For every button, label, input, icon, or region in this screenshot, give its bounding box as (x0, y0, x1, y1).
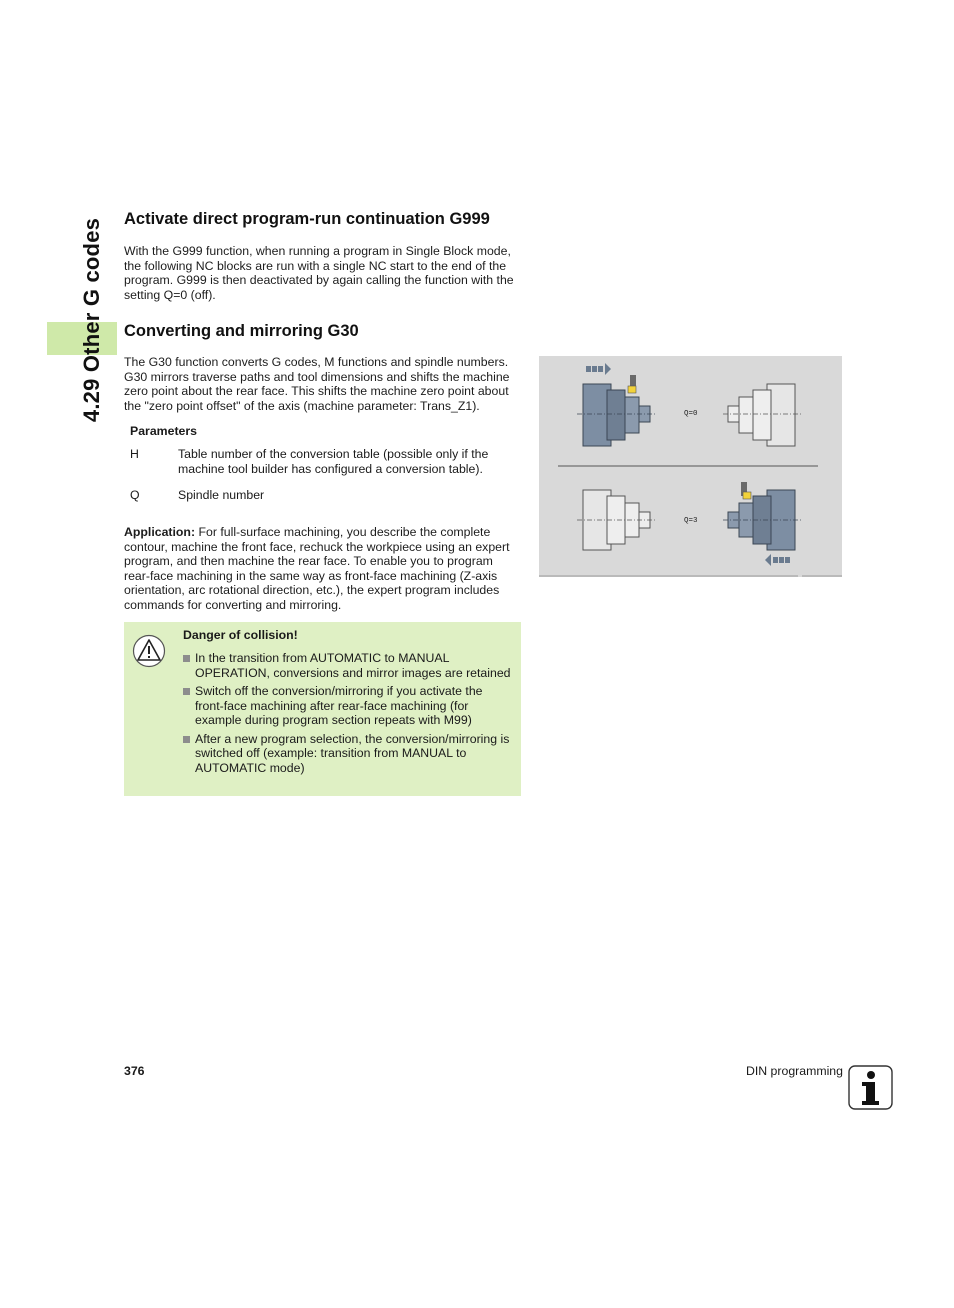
warning-item-text: In the transition from AUTOMATIC to MANUAL OPERATION, conversions and mirror images are retained (195, 651, 511, 680)
warning-item (183, 684, 513, 728)
warning-item-text: After a new program selection, the conversion/mirroring is switched off (example: transition from MANUAL to AUTOMATIC mode) (195, 731, 510, 775)
section-sidebar-label: 4.29 Other G codes (79, 217, 104, 423)
figure-label-top: Q=0 (684, 410, 698, 418)
collision-warning-box (124, 622, 521, 796)
section1-body: With the G999 function, when running a program in Single Block mode, the following NC blocks are run with a single NC start to the end of the program. G999 is then deactivated by again calling the function with the setting Q=0 (off). (124, 244, 514, 302)
section1-heading: Activate direct program-run continuation G999 (124, 210, 490, 228)
parameter-key: H (130, 447, 139, 461)
bullet-square-icon (183, 736, 190, 743)
warning-list (183, 651, 513, 779)
parameter-description: Spindle number (178, 488, 265, 502)
warning-item (183, 651, 513, 680)
bullet-square-icon (183, 655, 190, 662)
parameters-heading: Parameters (130, 424, 197, 438)
page-number: 376 (124, 1064, 145, 1078)
footer-chapter: DIN programming (745, 1064, 843, 1078)
warning-title: Danger of collision! (183, 628, 298, 642)
figure-label-bottom: Q=3 (684, 517, 698, 525)
section2-body: The G30 function converts G codes, M functions and spindle numbers. G30 mirrors traverse paths and tool dimensions and shifts the machine zero point about the rear face. This shifts the machine zero point about the "zero point offset" of the axis (machine parameter: Trans_Z1). (124, 355, 510, 413)
application-label: Application: (124, 525, 196, 539)
warning-item-text: Switch off the conversion/mirroring if you activate the front-face machining after rear-face machining (for example during program section repeats with M99) (195, 684, 483, 727)
section-sidebar-title (72, 213, 112, 427)
warning-item (183, 732, 513, 776)
application-paragraph (124, 525, 520, 612)
figure-illustration (539, 356, 842, 577)
warning-triangle-icon (132, 634, 166, 668)
parameter-key: Q (130, 488, 140, 502)
parameter-description: Table number of the conversion table (possible only if the machine tool builder has configured a conversion table). (178, 447, 489, 476)
section2-heading: Converting and mirroring G30 (124, 322, 359, 340)
info-icon (848, 1065, 893, 1110)
bullet-square-icon (183, 688, 190, 695)
application-text: For full-surface machining, you describe the complete contour, machine the front face, rechuck the workpiece using an expert program, and then machine the rear face. To enable you to program rear-face machining in the same way as front-face machining (Z-axis orientation, arc rotational direction, etc.), the expert program includes commands for converting and mirroring. (124, 525, 510, 612)
g30-mirroring-figure (539, 356, 842, 577)
